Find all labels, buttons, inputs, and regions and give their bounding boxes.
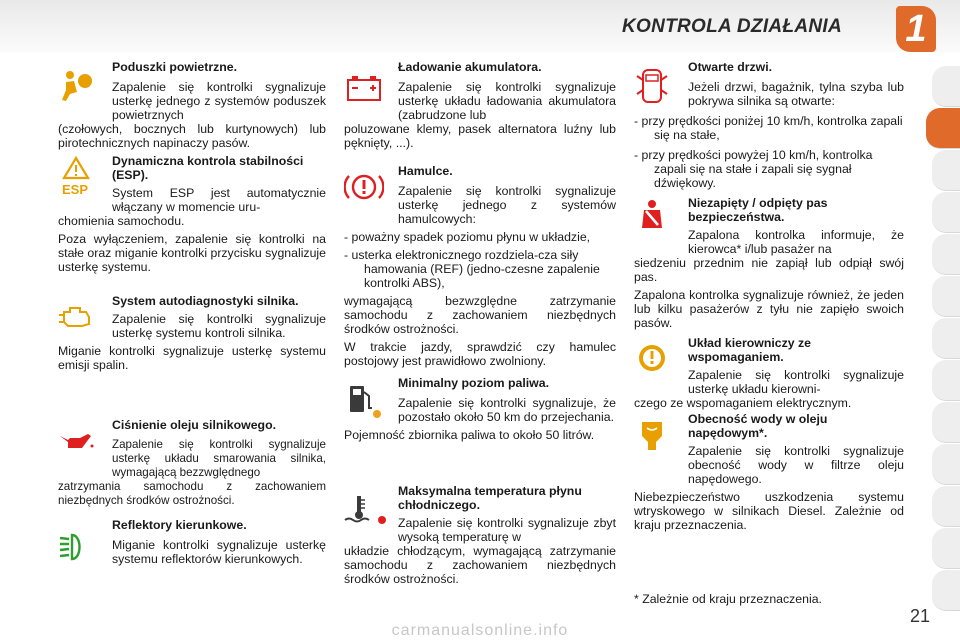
airbag-title: Poduszki powietrzne. — [112, 60, 238, 74]
headlamp-icon — [58, 532, 94, 566]
water-text-2: Niebezpieczeństwo uszkodzenia systemu wtryskowego w silnikach Diesel. Zależnie od kraju przeznaczenia. — [634, 490, 904, 532]
brakes-text-2: wymagającą bezwzględne zatrzymanie samochodu z zachowaniem niezbędnych środków ostrożności. — [344, 294, 616, 336]
engine-text: Zapalenie się kontrolki sygnalizuje usterkę systemu kontroli silnika. — [112, 312, 326, 340]
open-door-icon — [634, 66, 670, 100]
doors-bullet-1: - przy prędkości poniżej 10 km/h, kontrolka zapali się na stałe, — [634, 114, 903, 142]
oil-text: Zapalenie się kontrolki sygnalizuje usterkę układu smarowania silnika, wymagającą bezzwględnego — [112, 438, 326, 479]
battery-icon — [344, 74, 380, 108]
headlamps-title: Reflektory kierunkowe. — [112, 518, 247, 532]
oil-can-icon — [58, 430, 94, 464]
fuel-title: Minimalny poziom paliwa. — [398, 376, 549, 390]
airbag-text-cont: (czołowych, bocznych lub kurtynowych) lub pirotechnicznych napinaczy pasów. — [58, 122, 326, 150]
chapter-tabs — [924, 66, 960, 626]
chapter-tab[interactable] — [932, 528, 960, 569]
doors-text: Jeżeli drzwi, bagażnik, tylna szyba lub pokrywa silnika są otwarte: — [688, 80, 904, 108]
page-header — [0, 0, 960, 52]
section-water-in-fuel — [634, 412, 904, 532]
engine-title: System autodiagnostyki silnika. — [112, 294, 299, 308]
chapter-tab[interactable] — [932, 318, 960, 359]
esp-text: System ESP jest automatycznie włączany w momencie uru- — [112, 186, 326, 214]
esp-title: Dynamiczna kontrola stabilności (ESP). — [112, 154, 304, 182]
coolant-text: Zapalenie się kontrolki sygnalizuje zbyt wysoką temperaturę w — [398, 516, 616, 544]
section-oil — [58, 418, 326, 508]
section-steering — [634, 336, 904, 410]
esp-icon — [58, 156, 94, 196]
chapter-tab-active[interactable] — [926, 108, 960, 149]
steering-text-cont: czego ze wspomaganiem elektrycznym. — [634, 396, 852, 410]
brakes-text: Zapalenie się kontrolki sygnalizuje usterkę jednego z systemów hamulcowych: — [398, 184, 616, 226]
seatbelt-icon — [634, 198, 670, 232]
oil-text-cont: zatrzymania samochodu z zachowaniem niezbędnych środków ostrożności. — [58, 480, 326, 507]
section-seatbelt — [634, 196, 904, 330]
seatbelt-text-2: Zapalona kontrolka sygnalizuje również, że jeden lub kilku pasażerów z tyłu nie zapięło swoich pasów. — [634, 288, 904, 330]
battery-title: Ładowanie akumulatora. — [398, 60, 542, 74]
chapter-tab[interactable] — [932, 234, 960, 275]
battery-text: Zapalenie się kontrolki sygnalizuje usterkę układu ładowania akumulatora (zabrudzone lub — [398, 80, 616, 122]
water-in-fuel-icon — [634, 418, 670, 452]
chapter-tab[interactable] — [932, 66, 960, 107]
watermark: carmanualsonline.info — [391, 622, 569, 639]
coolant-text-cont: układzie chłodzącym, wymagającą zatrzymanie samochodu z zachowaniem niezbędnych środków ostrożności. — [344, 544, 616, 586]
esp-text-cont: chomienia samochodu. — [58, 214, 185, 228]
page-number: 21 — [909, 606, 930, 626]
section-battery — [344, 60, 616, 150]
chapter-tab[interactable] — [932, 486, 960, 527]
seatbelt-text: Zapalona kontrolka informuje, że kierowca* i/lub pasażer na — [688, 228, 904, 256]
chapter-tab[interactable] — [932, 570, 960, 611]
section-airbag — [58, 60, 326, 150]
section-engine-diag — [58, 294, 326, 372]
section-doors — [634, 60, 904, 190]
seatbelt-title: Niezapięty / odpięty pas bezpieczeństwa. — [688, 196, 828, 224]
oil-title: Ciśnienie oleju silnikowego. — [112, 418, 276, 432]
section-coolant — [344, 484, 616, 586]
section-brakes — [344, 164, 616, 368]
doors-title: Otwarte drzwi. — [688, 60, 773, 74]
airbag-icon — [58, 68, 94, 102]
brakes-bullet-1: - poważny spadek poziomu płynu w układzie, — [344, 230, 591, 244]
section-fuel — [344, 376, 616, 442]
fuel-text-2: Pojemność zbiornika paliwa to około 50 litrów. — [344, 428, 595, 442]
brakes-bullet-2: - usterka elektronicznego rozdziela-cza siły hamowania (REF) (jedno-czesne zapalenie kontrolki ABS), — [344, 248, 600, 290]
brakes-title: Hamulce. — [398, 164, 453, 178]
engine-text-2: Miganie kontrolki sygnalizuje usterkę systemu emisji spalin. — [58, 344, 326, 372]
chapter-tab[interactable] — [932, 444, 960, 485]
steering-icon — [634, 340, 670, 374]
brakes-text-3: W trakcie jazdy, sprawdzić czy hamulec postojowy jest prawidłowo zwolniony. — [344, 340, 616, 368]
steering-title: Układ kierowniczy ze wspomaganiem. — [688, 336, 812, 364]
fuel-text: Zapalenie się kontrolki sygnalizuje, że pozostało około 50 km do przejechania. — [398, 396, 616, 424]
esp-text-2: Poza wyłączeniem, zapalenie się kontrolki na stałe oraz miganie kontrolki przycisku sygnalizuje usterkę systemu. — [58, 232, 326, 274]
page-title: KONTROLA DZIAŁANIA — [621, 16, 842, 37]
headlamps-text: Miganie kontrolki sygnalizuje usterkę systemu reflektorów kierunkowych. — [112, 538, 326, 566]
chapter-tab[interactable] — [932, 276, 960, 317]
water-text: Zapalenie się kontrolki sygnalizuje obecność wody w filtrze oleju napędowego. — [688, 444, 904, 486]
fuel-pump-icon — [344, 382, 380, 416]
coolant-title: Maksymalna temperatura płynu chłodniczego. — [398, 484, 582, 512]
section-headlamps — [58, 518, 326, 566]
chapter-badge: 1 — [896, 6, 936, 52]
seatbelt-text-cont: siedzeniu przednim nie zapiął lub odpiął swój pas. — [634, 256, 904, 284]
section-esp — [58, 154, 326, 274]
airbag-text: Zapalenie się kontrolki sygnalizuje usterkę jednego z systemów poduszek powietrznych — [112, 80, 326, 122]
footnote: * Zależnie od kraju przeznaczenia. — [634, 592, 822, 606]
chapter-tab[interactable] — [932, 192, 960, 233]
doors-bullet-2: - przy prędkości powyżej 10 km/h, kontrolka zapali się na stałe i zapali się sygnał dźwiękowy. — [634, 148, 873, 190]
coolant-temperature-icon — [344, 494, 380, 528]
chapter-tab[interactable] — [932, 360, 960, 401]
engine-icon — [58, 300, 94, 334]
battery-text-cont: poluzowane klemy, pasek alternatora luźny lub pęknięty, ...). — [344, 122, 616, 150]
brake-icon — [344, 170, 380, 204]
water-title: Obecność wody w oleju napędowym*. — [688, 412, 828, 440]
chapter-tab[interactable] — [932, 150, 960, 191]
chapter-tab[interactable] — [932, 402, 960, 443]
svg-text:ESP: ESP — [62, 182, 89, 196]
steering-text: Zapalenie się kontrolki sygnalizuje usterkę układu kierowni- — [688, 368, 904, 396]
